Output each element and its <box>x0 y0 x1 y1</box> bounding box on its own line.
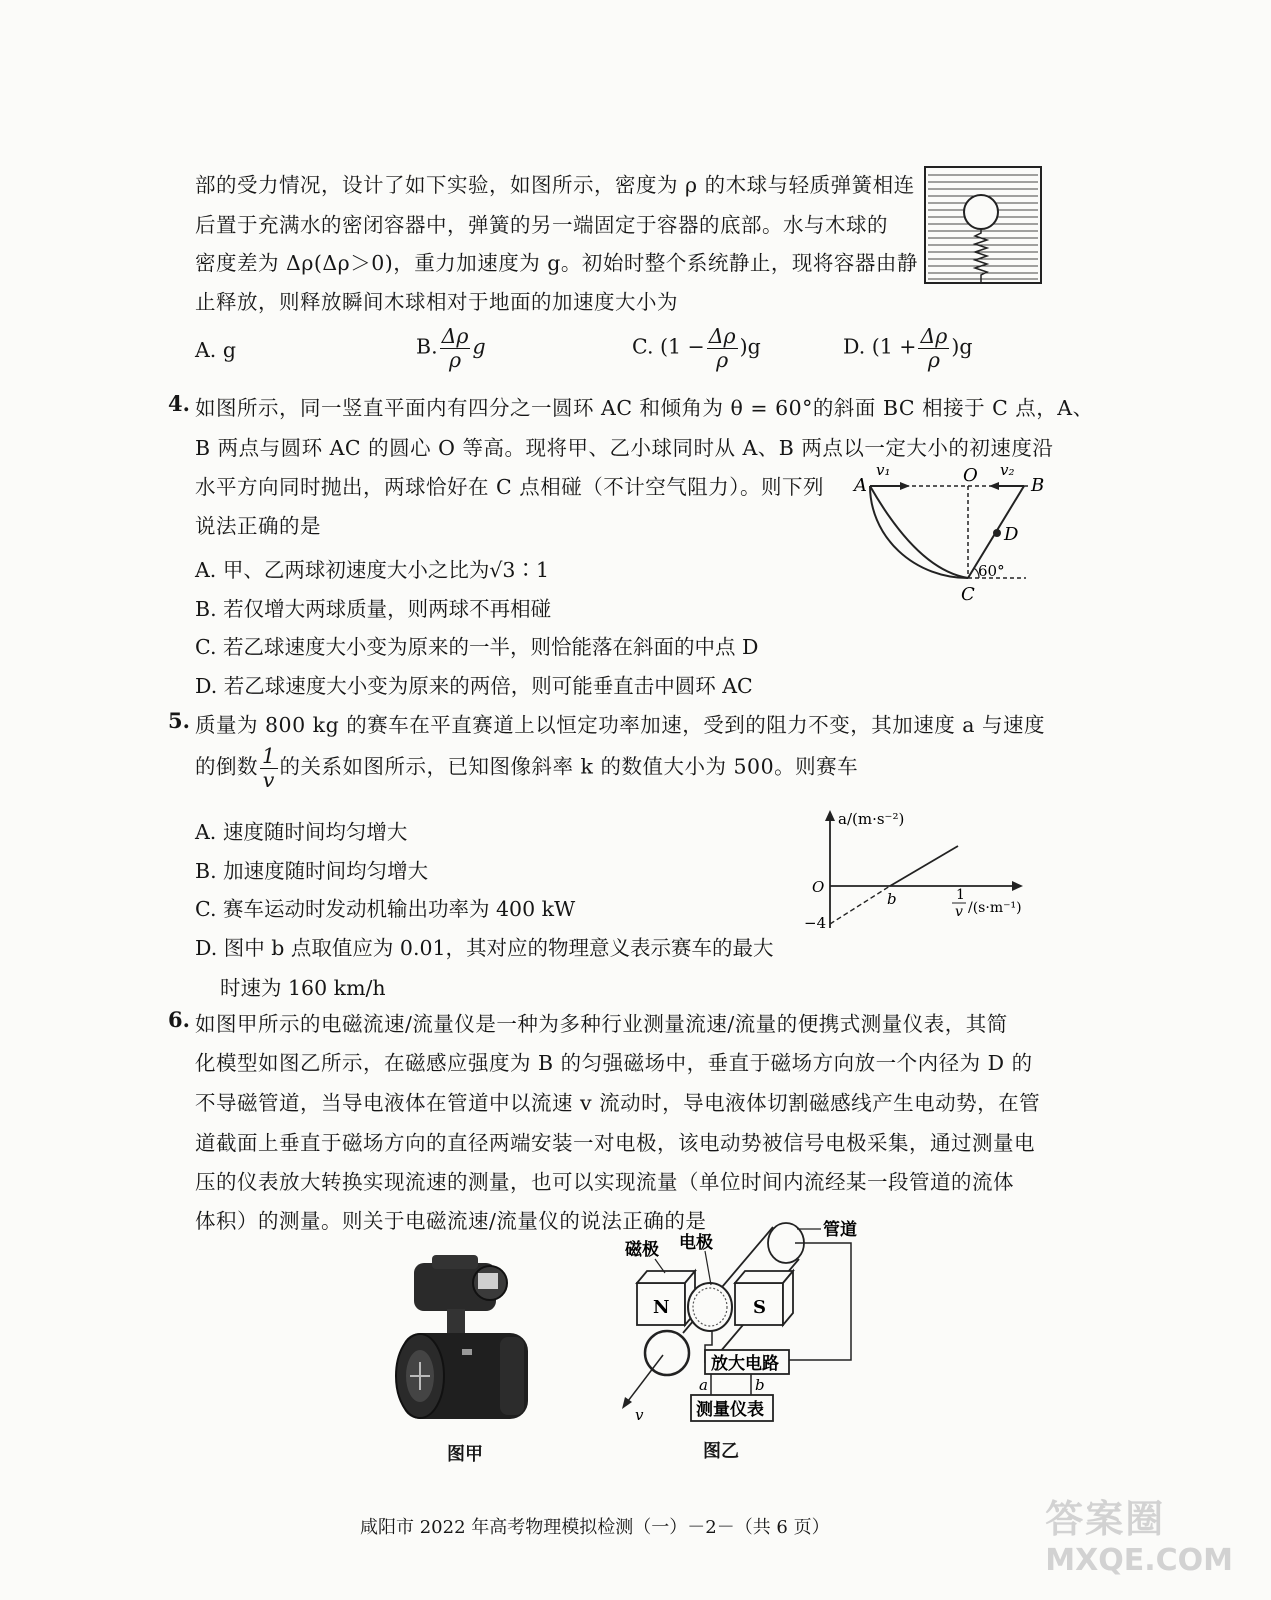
q6-text-line: 道截面上垂直于磁场方向的直径两端安装一对电极，该电动势被信号电极采集，通过测量电 <box>195 1131 1035 1155</box>
q5-option-d-cont: 时速为 160 km/h <box>220 976 386 1000</box>
q4-text-line: 说法正确的是 <box>195 514 321 538</box>
q3-option-b[interactable]: B. $\frac{\Delta\rho}{\rho}$ g <box>416 324 486 372</box>
q5-text-line-2: 的倒数 $\frac{1}{v}$ 的关系如图所示，已知图像斜率 k 的数值大小为 500。则赛车 <box>195 744 859 792</box>
fig-jia-caption: 图甲 <box>447 1444 483 1465</box>
pipe-label: 管道 <box>823 1220 857 1240</box>
q5-number: 5. <box>168 708 190 733</box>
terminal-b-label: b <box>755 1376 765 1394</box>
y-axis-label: a/(m·s⁻²) <box>838 810 905 828</box>
label-c: C <box>961 584 975 605</box>
b-label: b <box>887 890 897 908</box>
label-d: D <box>1004 524 1019 545</box>
q4-text-line: 如图所示，同一竖直平面内有四分之一圆环 AC 和倾角为 θ = 60°的斜面 BC 相接于 C 点，A、 <box>195 396 1094 420</box>
label-a: A <box>854 475 867 496</box>
electrode-label: 电极 <box>679 1233 713 1253</box>
q6-text-line: 不导磁管道，当导电液体在管道中以流速 v 流动时，导电液体切割磁感线产生电动势，在管 <box>195 1091 1041 1115</box>
q4-option-a[interactable]: A. 甲、乙两球初速度大小之比为√3∶1 <box>195 558 549 582</box>
q4-option-c[interactable]: C. 若乙球速度大小变为原来的一半，则恰能落在斜面的中点 D <box>195 635 759 659</box>
x-axis-label-num: 1 <box>956 887 965 903</box>
label-angle: 60° <box>978 562 1005 580</box>
x-axis-label-den: v <box>955 904 963 920</box>
q5-graph <box>790 800 1055 942</box>
q4-number: 4. <box>168 391 190 416</box>
q3-text-line: 部的受力情况，设计了如下实验，如图所示，密度为 ρ 的木球与轻质弹簧相连 <box>195 173 915 197</box>
label-b: B <box>1031 475 1045 496</box>
magnet-label: 磁极 <box>625 1240 659 1260</box>
wood-ball <box>964 195 998 229</box>
q5-text-line: 质量为 800 kg 的赛车在平直赛道上以恒定功率加速，受到的阻力不变，其加速度 a 与速度 <box>195 713 1045 737</box>
amp-circuit-label: 放大电路 <box>711 1354 779 1374</box>
q3-container-figure <box>924 166 1044 286</box>
q4-text-line: 水平方向同时抛出，两球恰好在 C 点相碰（不计空气阻力）。则下列 <box>195 475 824 499</box>
q3-text-line: 止释放，则释放瞬间木球相对于地面的加速度大小为 <box>195 290 678 314</box>
label-v1: v₁ <box>876 461 891 479</box>
terminal-a-label: a <box>699 1376 708 1394</box>
q4-option-d[interactable]: D. 若乙球速度大小变为原来的两倍，则可能垂直击中圆环 AC <box>195 674 753 698</box>
label-v2: v₂ <box>1000 461 1015 479</box>
q4-figure <box>848 458 1053 606</box>
q4-text-line: B 两点与圆环 AC 的圆心 O 等高。现将甲、乙小球同时从 A、B 两点以一定大小的初速度沿 <box>195 436 1054 460</box>
q5-option-b[interactable]: B. 加速度随时间均匀增大 <box>195 859 429 883</box>
origin-label: O <box>812 878 825 896</box>
y-intercept-label: −4 <box>804 914 827 932</box>
q3-option-c[interactable]: C. (1 − $\frac{\Delta\rho}{\rho}$ )g <box>632 324 761 372</box>
page-footer: 咸阳市 2022 年高考物理模拟检测（一）－2－（共 6 页） <box>360 1517 830 1538</box>
q3-text-line: 后置于充满水的密闭容器中，弹簧的另一端固定于容器的底部。水与木球的 <box>195 213 888 237</box>
site-watermark: 答案圈 MXQE.COM <box>1045 1497 1233 1578</box>
q5-option-a[interactable]: A. 速度随时间均匀增大 <box>195 820 408 844</box>
label-o: O <box>963 465 978 486</box>
x-axis-label-unit: /(s·m⁻¹) <box>968 900 1022 916</box>
q3-option-a[interactable]: A. g <box>195 338 236 362</box>
q5-option-d[interactable]: D. 图中 b 点取值应为 0.01，其对应的物理意义表示赛车的最大 <box>195 936 774 960</box>
flowmeter-schematic-figure <box>615 1215 875 1435</box>
q6-number: 6. <box>168 1007 190 1032</box>
q6-text-line: 如图甲所示的电磁流速/流量仪是一种为多种行业测量流速/流量的便携式测量仪表，其简 <box>195 1012 1008 1036</box>
velocity-label: v <box>635 1406 644 1424</box>
magnet-n-label: N <box>653 1297 670 1318</box>
q3-option-d[interactable]: D. (1 + $\frac{\Delta\rho}{\rho}$ )g <box>843 324 973 372</box>
q3-text-line: 密度差为 Δρ(Δρ＞0)，重力加速度为 g。初始时整个系统静止，现将容器由静 <box>195 251 918 275</box>
flowmeter-device-figure <box>392 1245 542 1435</box>
magnet-s-label: S <box>753 1297 766 1318</box>
meter-label: 测量仪表 <box>696 1400 764 1420</box>
q6-text-line: 化模型如图乙所示，在磁感应强度为 B 的匀强磁场中，垂直于磁场方向放一个内径为 D 的 <box>195 1051 1033 1075</box>
q6-text-line: 体积）的测量。则关于电磁流速/流量仪的说法正确的是 <box>195 1209 707 1233</box>
q4-option-b[interactable]: B. 若仅增大两球质量，则两球不再相碰 <box>195 597 552 621</box>
q6-text-line: 压的仪表放大转换实现流速的测量，也可以实现流量（单位时间内流经某一段管道的流体 <box>195 1170 1014 1194</box>
q5-option-c[interactable]: C. 赛车运动时发动机输出功率为 400 kW <box>195 897 576 921</box>
fig-yi-caption: 图乙 <box>703 1441 739 1462</box>
